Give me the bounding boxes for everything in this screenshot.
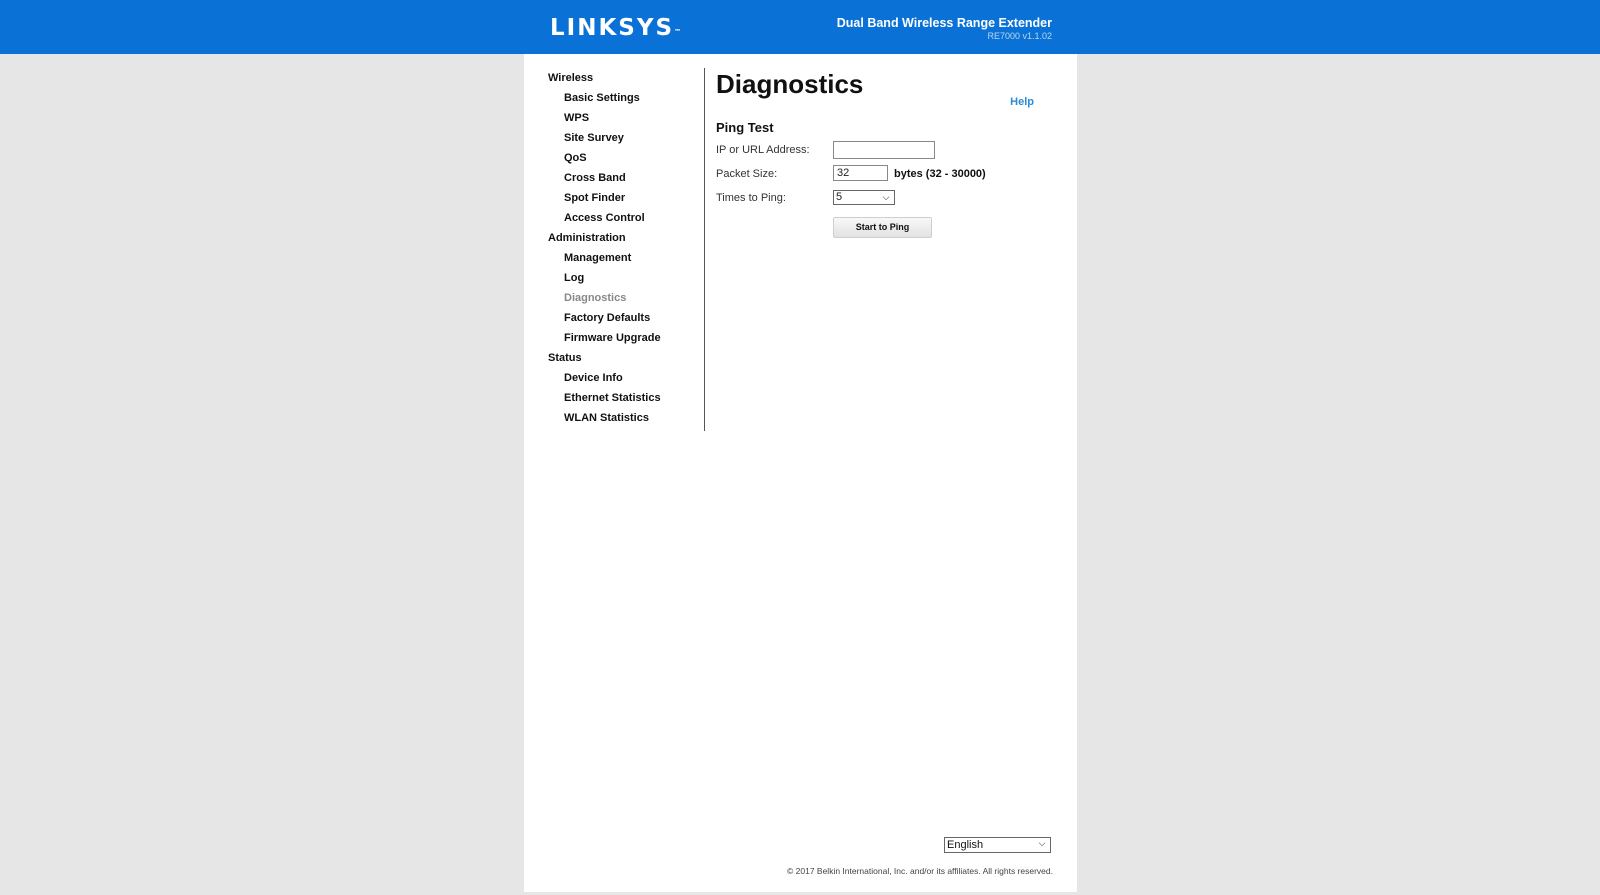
chevron-down-icon: ⌵ [1038,838,1046,848]
nav-group-status[interactable]: Status [548,352,582,364]
nav-group-wireless[interactable]: Wireless [548,72,594,84]
help-link[interactable]: Help [1010,96,1034,108]
logo-text: LINKSYS [550,15,675,41]
times-to-ping-select[interactable] [833,190,895,205]
packet-size-row [716,164,986,184]
product-name: Dual Band Wireless Range Extender [836,16,1052,30]
sidebar-item-access-control[interactable]: Access Control [564,212,645,224]
start-to-ping-button[interactable]: Start to Ping [833,217,932,238]
times-to-ping-value: 5 [836,191,843,203]
copyright-text: © 2017 Belkin International, Inc. and/or its affiliates. All rights reserved. [787,866,1053,876]
times-to-ping-row [716,188,890,208]
sidebar-item-basic-settings[interactable]: Basic Settings [564,92,640,104]
sidebar-nav [548,68,705,431]
sidebar-item-cross-band[interactable]: Cross Band [564,172,626,184]
product-model: RE7000 v1.1.02 [987,31,1052,41]
ip-address-label: IP or URL Address: [716,144,810,156]
times-to-ping-label: Times to Ping: [716,192,786,204]
sidebar-item-ethernet-statistics[interactable]: Ethernet Statistics [564,392,661,404]
main-panel [524,54,1077,892]
sidebar-item-wlan-statistics[interactable]: WLAN Statistics [564,412,649,424]
language-select[interactable] [944,837,1051,853]
sidebar-item-qos[interactable]: QoS [564,152,587,164]
sidebar-item-log[interactable]: Log [564,272,585,284]
sidebar-item-wps[interactable]: WPS [564,112,590,124]
packet-size-label: Packet Size: [716,168,778,180]
sidebar-item-factory-defaults[interactable]: Factory Defaults [564,312,651,324]
sidebar-item-device-info[interactable]: Device Info [564,372,623,384]
sidebar-item-spot-finder[interactable]: Spot Finder [564,192,626,204]
nav-group-administration[interactable]: Administration [548,232,626,244]
product-info [837,16,1052,42]
header-bar [0,0,1600,54]
language-value: English [947,839,984,851]
ip-address-input[interactable] [833,141,935,159]
ip-address-row [716,140,833,160]
linksys-logo [550,14,681,42]
packet-size-unit: bytes (32 - 30000) [894,168,986,180]
sidebar-item-management[interactable]: Management [564,252,632,264]
sidebar-item-firmware-upgrade[interactable]: Firmware Upgrade [564,332,661,344]
sidebar-item-site-survey[interactable]: Site Survey [564,132,624,144]
sidebar-item-diagnostics[interactable]: Diagnostics [564,292,627,304]
logo-trademark: ™ [674,28,682,36]
section-title-ping-test: Ping Test [716,120,774,135]
chevron-down-icon: ⌵ [882,192,890,202]
packet-size-input[interactable] [833,165,888,181]
page-title: Diagnostics [716,69,864,99]
content-area [716,68,1056,232]
